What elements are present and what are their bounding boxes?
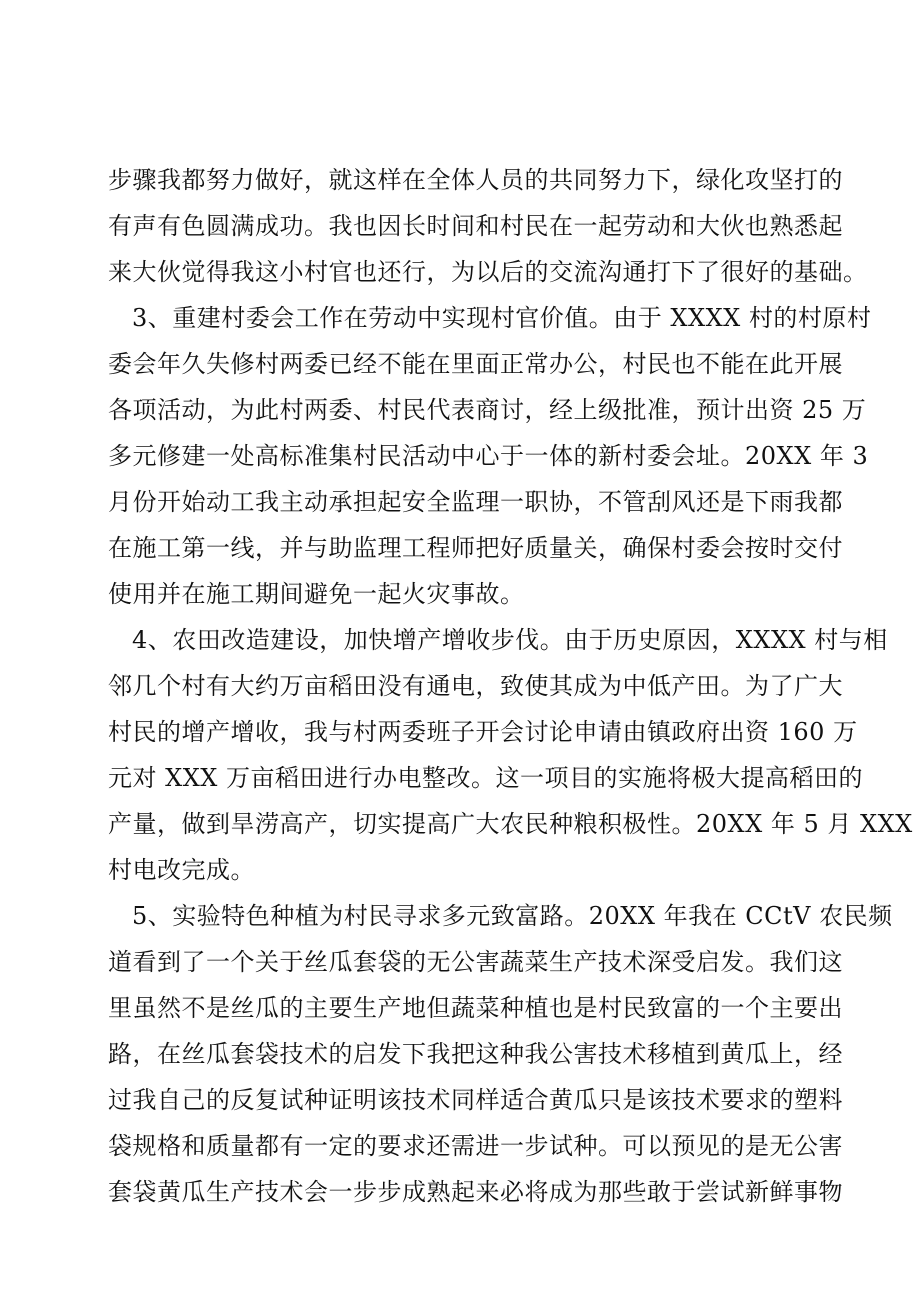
text-line: 多元修建一处高标准集村民活动中心于一体的新村委会址。20XX 年 3 <box>108 442 869 470</box>
text-line: 邻几个村有大约万亩稻田没有通电，致使其成为中低产田。为了广大 <box>108 672 843 700</box>
text-line: 来大伙觉得我这小村官也还行，为以后的交流沟通打下了很好的基础。 <box>108 258 868 286</box>
text-line: 步骤我都努力做好，就这样在全体人员的共同努力下，绿化攻坚打的 <box>108 166 843 194</box>
text-line: 过我自己的反复试种证明该技术同样适合黄瓜只是该技术要求的塑料 <box>108 1086 843 1114</box>
text-line: 4、农田改造建设，加快增产增收步伐。由于历史原因，XXXX 村与相 <box>132 626 888 654</box>
text-line: 委会年久失修村两委已经不能在里面正常办公，村民也不能在此开展 <box>108 350 843 378</box>
text-line: 3、重建村委会工作在劳动中实现村官价值。由于 XXXX 村的村原村 <box>132 304 872 332</box>
text-line: 村民的增产增收，我与村两委班子开会讨论申请由镇政府出资 160 万 <box>108 718 858 746</box>
text-line: 月份开始动工我主动承担起安全监理一职协，不管刮风还是下雨我都 <box>108 488 843 516</box>
text-line: 各项活动，为此村两委、村民代表商讨，经上级批准，预计出资 25 万 <box>108 396 867 424</box>
text-line: 在施工第一线，并与助监理工程师把好质量关，确保村委会按时交付 <box>108 534 843 562</box>
text-line: 路，在丝瓜套袋技术的启发下我把这种我公害技术移植到黄瓜上，经 <box>108 1040 843 1068</box>
text-line: 袋规格和质量都有一定的要求还需进一步试种。可以预见的是无公害 <box>108 1132 843 1160</box>
text-line: 5、实验特色种植为村民寻求多元致富路。20XX 年我在 CCtV 农民频 <box>132 902 893 930</box>
text-line: 产量，做到旱涝高产，切实提高广大农民种粮积极性。20XX 年 5 月 XXX <box>108 810 913 838</box>
text-line: 里虽然不是丝瓜的主要生产地但蔬菜种植也是村民致富的一个主要出 <box>108 994 843 1022</box>
text-line: 村电改完成。 <box>108 856 255 884</box>
text-line: 使用并在施工期间避免一起火灾事故。 <box>108 580 525 608</box>
text-line: 道看到了一个关于丝瓜套袋的无公害蔬菜生产技术深受启发。我们这 <box>108 948 843 976</box>
text-line: 套袋黄瓜生产技术会一步步成熟起来必将成为那些敢于尝试新鲜事物 <box>108 1178 843 1206</box>
text-line: 有声有色圆满成功。我也因长时间和村民在一起劳动和大伙也熟悉起 <box>108 212 843 240</box>
text-line: 元对 XXX 万亩稻田进行办电整改。这一项目的实施将极大提高稻田的 <box>108 764 864 792</box>
